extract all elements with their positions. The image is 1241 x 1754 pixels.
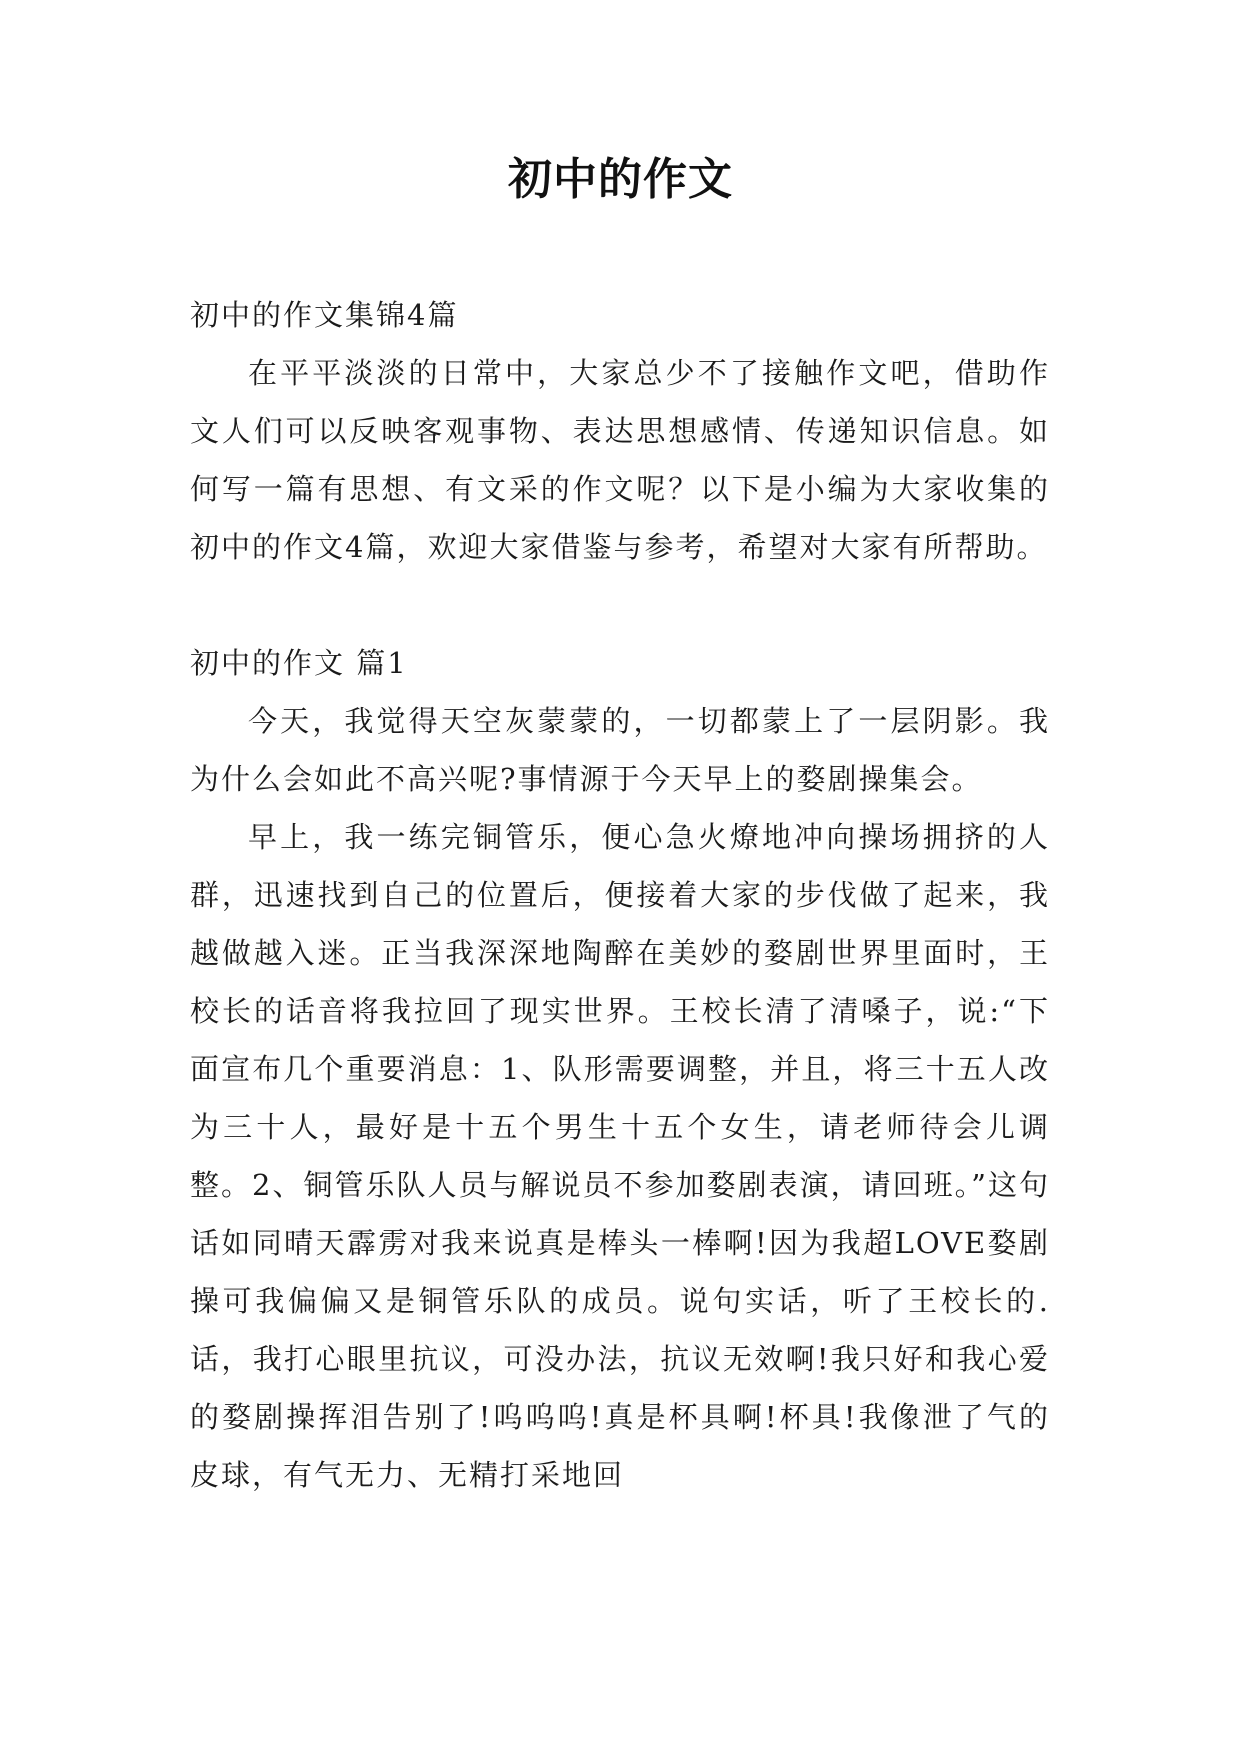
document-subtitle: 初中的作文集锦4篇 <box>190 298 459 332</box>
document-body <box>190 286 1050 1504</box>
body-paragraph: 早上，我一练完铜管乐，便心急火燎地冲向操场拥挤的人群，迅速找到自己的位置后，便接着大家的步伐做了起来，我越做越入迷。正当我深深地陶醉在美妙的婺剧世界里面时，王校长的话音将我拉回了现实世界。王校长清了清嗓子，说:“下面宣布几个重要消息：1、队形需要调整，并且，将三十五人改为三十人，最好是十五个男生十五个女生，请老师待会儿调整。2、铜管乐队人员与解说员不参加婺剧表演，请回班。”这句话如同晴天霹雳对我来说真是棒头一棒啊!因为我超LOVE婺剧操可我偏偏又是铜管乐队的成员。说句实话，听了王校长的.话，我打心眼里抗议，可没办法，抗议无效啊!我只好和我心爱的婺剧操挥泪告别了!呜呜呜!真是杯具啊!杯具!我像泄了气的皮球，有气无力、无精打采地回 <box>190 820 1050 1492</box>
intro-paragraph: 在平平淡淡的日常中，大家总少不了接触作文吧，借助作文人们可以反映客观事物、表达思想感情、传递知识信息。如何写一篇有思想、有文采的作文呢？以下是小编为大家收集的初中的作文4篇，欢迎大家借鉴与参考，希望对大家有所帮助。 <box>190 356 1050 564</box>
body-paragraph: 今天，我觉得天空灰蒙蒙的，一切都蒙上了一层阴影。我为什么会如此不高兴呢?事情源于今天早上的婺剧操集会。 <box>190 704 1050 796</box>
document-title: 初中的作文 <box>508 154 733 205</box>
section-heading: 初中的作文 篇1 <box>190 646 408 680</box>
section-spacer <box>190 576 1050 634</box>
